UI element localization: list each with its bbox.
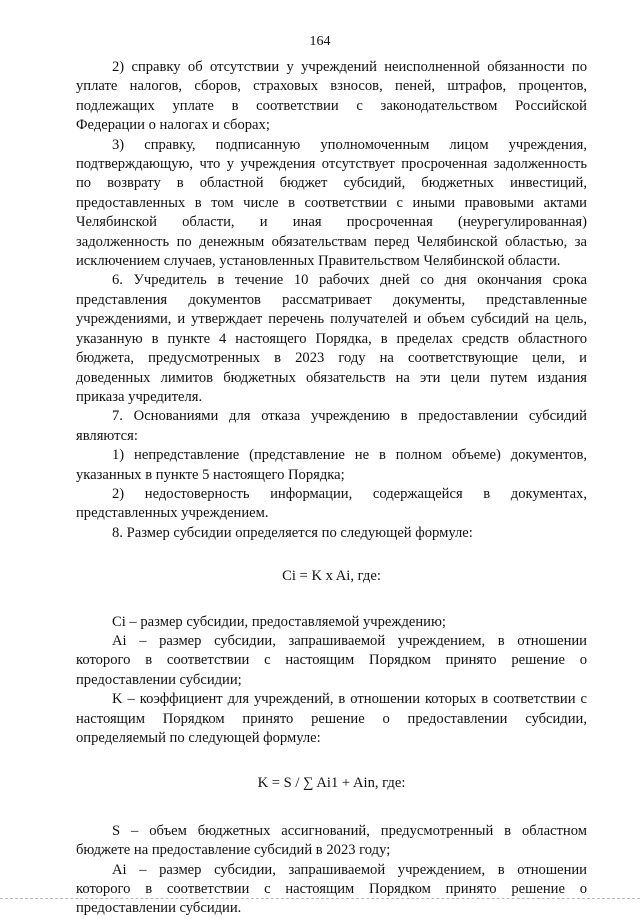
paragraph [76,407,587,446]
text-line: доведенных лимитов бюджетных обязательств на эти цели путем издания [76,369,587,386]
page-number: 164 [309,34,331,49]
text-line: Ci – размер субсидии, предоставляемой учреждению; [112,613,446,630]
text-line: 2) недостоверность информации, содержащейся в документах, [112,485,587,502]
paragraph [76,485,587,524]
text-line: подтверждающую, что у учреждения отсутствует просроченная задолженность [76,156,587,173]
text-line: подлежащих уплате в соответствии с законодательством Российской [76,97,587,114]
text-line: указанную в пункте 4 настоящего Порядка, в пределах средств областного [76,330,587,347]
text-line: учреждениями, и утверждает перечень получателей и объем субсидий на цель, [76,311,587,328]
text-line: Ai – размер субсидии, запрашиваемой учреждением, в отношении [112,632,587,649]
text-line: Челябинской области, и иная просроченная (неурегулированная) [76,214,587,231]
text-line: указанных в пункте 5 настоящего Порядка; [76,466,345,483]
text-line: предоставлении субсидии. [76,900,242,917]
text-line: уплате налогов, сборов, страховых взносов, пеней, штрафов, процентов, [76,78,587,95]
text-line: 7. Основаниями для отказа учреждению в предоставлении субсидий [112,408,587,425]
document-body [76,58,587,919]
paragraph [76,446,587,485]
text-line: являются: [76,427,138,444]
paragraphs-block [76,58,587,543]
paragraph [76,524,587,543]
text-line: бюджета, предусмотренных в 2023 году на соответствующие цели, и [76,350,587,367]
definitions-block-1 [76,613,587,749]
text-line: по возврату в областной бюджет субсидий, бюджетных инвестиций, [76,175,587,192]
paragraph [76,613,587,632]
text-line: 2) справку об отсутствии у учреждений неисполненной обязанности по [112,59,587,75]
text-line: настоящим Порядком принято решение о предоставлении субсидии, [76,710,587,727]
text-line: которого в соответствии с настоящим Порядком принято решение о [76,652,587,669]
paragraph [76,822,587,861]
formula-ci: Ci = K x Ai, где: [282,568,381,585]
text-line: представленных учреждением. [76,505,269,522]
text-line: приказа учредителя. [76,388,203,405]
text-line: исключением случаев, установленных Правительством Челябинской области. [76,253,561,270]
text-line: 1) непредставление (представление не в полном объеме) документов, [112,447,587,464]
definitions-block-2 [76,822,587,919]
paragraph [76,271,587,407]
paragraph [76,136,587,272]
text-line: S – объем бюджетных ассигнований, предусмотренный в областном [112,822,587,839]
text-line: K – коэффициент для учреждений, в отношении которых в соответствии с [112,691,587,708]
text-line: 6. Учредитель в течение 10 рабочих дней со дня окончания срока [112,272,587,289]
scan-edge-line [0,898,640,899]
text-line: определяемый по следующей формуле: [76,730,321,746]
text-line: Ai – размер субсидии, запрашиваемой учреждением, в отношении [112,861,587,878]
text-line: бюджете на предоставление субсидий в 2023 году; [76,842,391,859]
paragraph [76,690,587,748]
paragraph [76,861,587,919]
text-line: представления документов рассматривает документы, представленные [76,291,587,308]
text-line: 8. Размер субсидии определяется по следующей формуле: [112,524,473,541]
text-line: предоставленных в том числе в соответствии с иными правовыми актами [76,194,587,211]
text-line: которого в соответствии с настоящим Порядком принято решение о [76,881,587,898]
text-line: предоставлении субсидии; [76,671,242,688]
paragraph [76,58,587,136]
paragraph [76,632,587,690]
formula-k: K = S / ∑ Ai1 + Ain, где: [257,775,406,792]
text-line: 3) справку, подписанную уполномоченным лицом учреждения, [112,136,587,153]
text-line: Федерации о налогах и сборах; [76,117,270,134]
text-line: задолженность по денежным обязательствам перед Челябинской областью, за [76,233,587,250]
